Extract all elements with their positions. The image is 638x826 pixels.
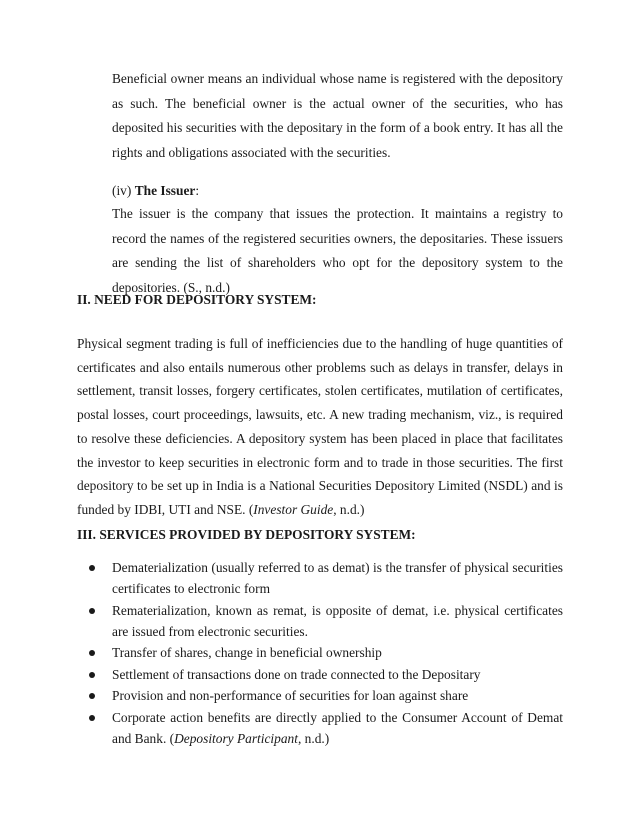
section-2-citation-tail: , n.d.) [333, 501, 365, 517]
issuer-text: The issuer is the company that issues the protection. It maintains a registry to record the names of the registered securities owners, the depositaries. These issuers are sending the list of shareholders who opt for the depository system to the depositories. (S., n.d.) [112, 206, 563, 295]
section-3-heading: III. SERVICES PROVIDED BY DEPOSITORY SYSTEM: [77, 527, 416, 542]
bullet-icon [89, 672, 95, 678]
list-item-text: Transfer of shares, change in beneficial ownership [112, 645, 382, 660]
section-2-citation-title: Investor Guide [253, 501, 334, 517]
beneficial-owner-text: Beneficial owner means an individual whose name is registered with the depository as such. The beneficial owner is the actual owner of the securities, who has deposited his securities with the depositary in the form of a book entry. It has all the rights and obligations associated with the securities. [112, 71, 563, 160]
list-item-text: Provision and non-performance of securities for loan against share [112, 688, 469, 703]
bullet-icon [89, 565, 95, 571]
list-item-citation-tail: , n.d.) [297, 730, 330, 746]
issuer-heading [112, 181, 199, 201]
list-item [77, 600, 563, 642]
beneficial-owner-paragraph [112, 67, 563, 165]
issuer-suffix: : [195, 183, 200, 198]
list-item-citation-title: Depository Participant [174, 730, 298, 746]
section-2-heading: II. NEED FOR DEPOSITORY SYSTEM: [77, 292, 317, 307]
list-item [77, 642, 563, 663]
section-2-text: Physical segment trading is full of inefficiencies due to the handling of huge quantities of certificates and also entails numerous other problems such as delays in transfer, delays in settlement, transit losses, forgery certificates, stolen certificates, mutilation of certificates, postal losses, court proceedings, lawsuits, etc. A new trading mechanism, viz., is required to resolve these deficiencies. A depository system has been placed in place that facilitates the investor to keep securities in electronic form and to trade in those securities. The first depository to be set up in India is a National Securities Depository Limited (NSDL) and is funded by IDBI, UTI and NSE. ( [77, 336, 563, 517]
list-item-text: Rematerialization, known as remat, is opposite of demat, i.e. physical certificates are issued from electronic securities. [112, 602, 563, 639]
bullet-icon [89, 715, 95, 721]
bullet-icon [89, 650, 95, 656]
issuer-prefix: (iv) [112, 183, 135, 198]
list-item [77, 664, 563, 685]
list-item-text: Dematerialization (usually referred to as demat) is the transfer of physical securities certificates to electronic form [112, 560, 563, 596]
section-2-paragraph [77, 332, 563, 522]
issuer-paragraph [112, 202, 563, 300]
services-list [77, 557, 563, 749]
list-item [77, 685, 563, 706]
issuer-title: The Issuer [134, 183, 196, 198]
list-item [77, 557, 563, 599]
list-item-text: Settlement of transactions done on trade connected to the Depositary [112, 666, 481, 682]
bullet-icon [89, 693, 95, 699]
list-item-text: Corporate action benefits are directly applied to the Consumer Account of Demat and Bank. ( [112, 709, 563, 746]
bullet-icon [89, 608, 95, 614]
list-item [77, 707, 563, 749]
